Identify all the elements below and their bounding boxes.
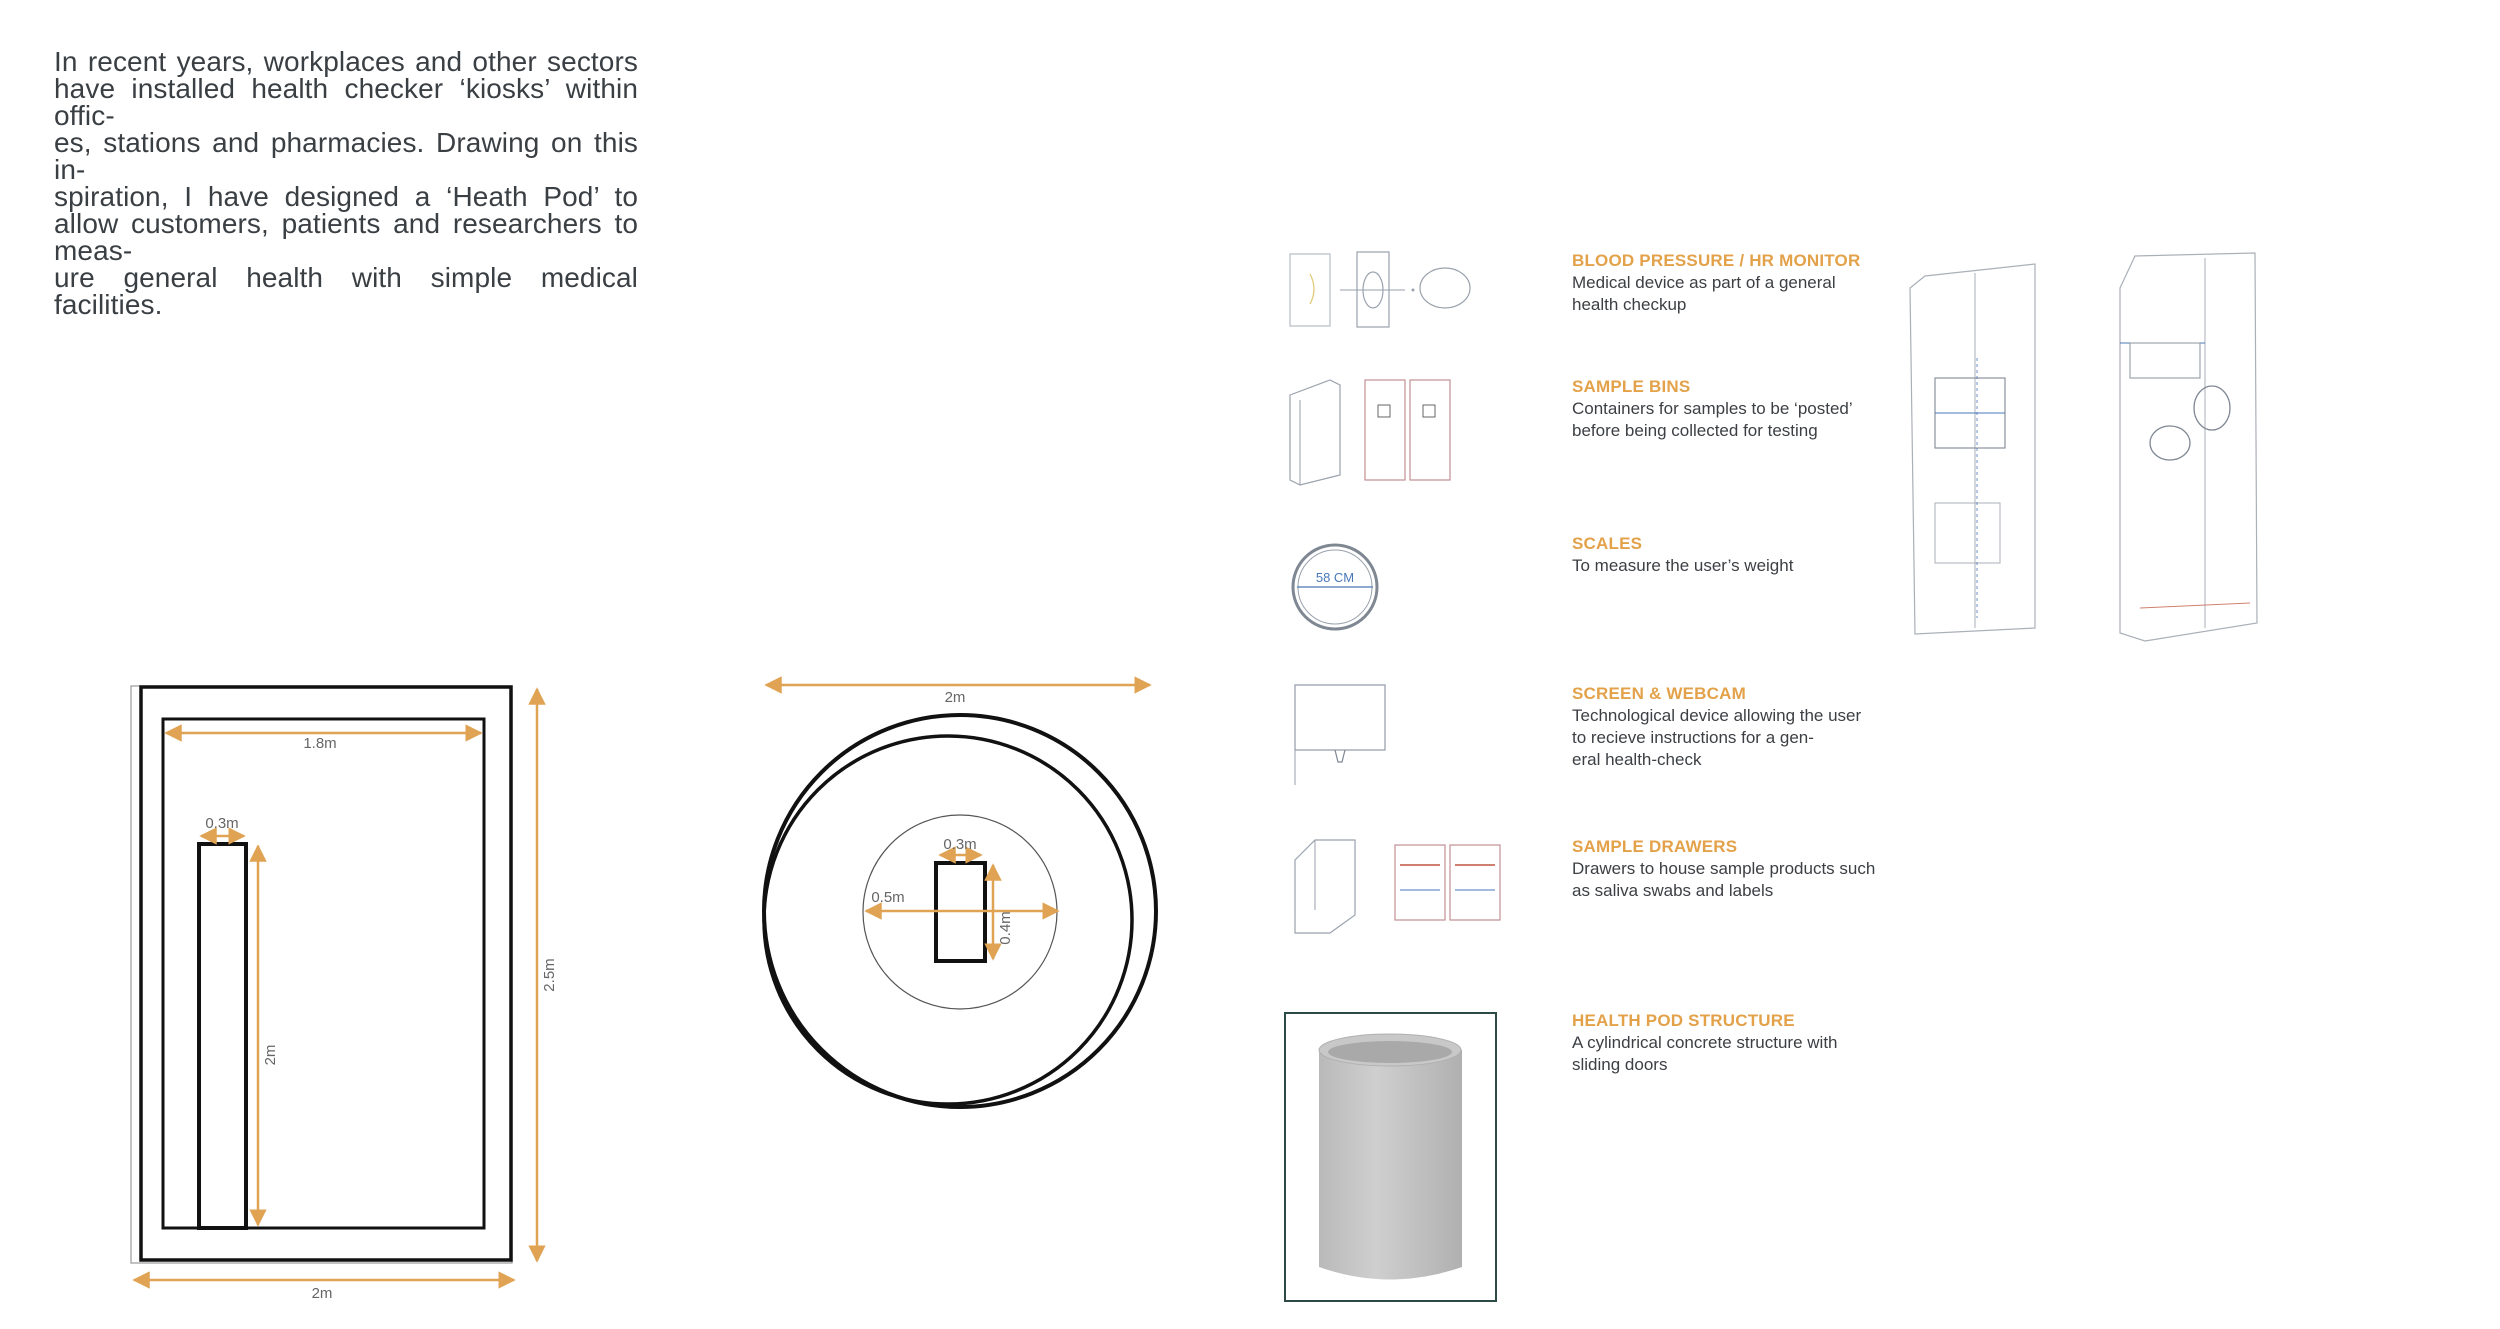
feature-bp-monitor	[1572, 250, 1912, 316]
scale-sketch-label: 58 CM	[1315, 570, 1355, 585]
dim-diameter-label: 2m	[944, 689, 966, 706]
elevation-door	[199, 844, 246, 1228]
dim-inner-width-label: 1.8m	[303, 735, 337, 752]
health-pod-render	[1284, 1012, 1497, 1302]
scales-sketch	[1285, 540, 1385, 635]
bp-monitor-sketch	[1285, 244, 1485, 334]
sample-drawers-sketch	[1285, 835, 1515, 935]
feature-health-pod-structure	[1572, 1010, 1912, 1076]
screen-webcam-sketch	[1290, 680, 1390, 790]
dim-door-height-label: 2m	[262, 1044, 279, 1066]
feature-sample-drawers	[1572, 836, 1912, 902]
dim-total-width-label: 2m	[311, 1285, 333, 1302]
feature-title: SAMPLE BINS	[1572, 377, 1691, 396]
pod-interior-sketches	[1905, 248, 2275, 643]
feature-title: SAMPLE DRAWERS	[1572, 837, 1738, 856]
elevation-drawing	[131, 686, 558, 1302]
feature-sample-bins	[1572, 376, 1912, 442]
dim-door-depth-label: 0.4m	[997, 911, 1014, 945]
plan-drawing	[764, 685, 1156, 1107]
dim-inner-radius-label: 0.5m	[871, 889, 905, 906]
elevation-inner-panel	[163, 719, 484, 1228]
feature-description: Technological device allowing the user to recieve instructions for a gen- eral health-check	[1572, 706, 1862, 769]
feature-screen-webcam	[1572, 683, 1912, 771]
dim-total-height-label: 2.5m	[541, 958, 558, 992]
sample-bins-sketch	[1285, 375, 1455, 490]
elevation-outer-outline	[131, 686, 512, 1263]
intro-paragraph: In recent years, workplaces and other sectors have installed health checker ‘kiosks’ within offic- es, stations and pharmacies. Drawing on this in- spiration, I have designed a ‘Heath Pod’ to allow customers, patients and researchers to meas- ure general health with simple medical facilities.	[54, 46, 638, 320]
feature-description: Drawers to house sample products such as saliva swabs and labels	[1572, 859, 1876, 900]
feature-title: BLOOD PRESSURE / HR MONITOR	[1572, 251, 1861, 270]
feature-title: SCALES	[1572, 534, 1643, 553]
feature-description: A cylindrical concrete structure with sliding doors	[1572, 1033, 1838, 1074]
feature-description: To measure the user’s weight	[1572, 556, 1794, 575]
dim-plan-door-width-label: 0.3m	[943, 836, 977, 853]
feature-title: HEALTH POD STRUCTURE	[1572, 1011, 1795, 1030]
feature-scales	[1572, 533, 1912, 577]
feature-description: Containers for samples to be ‘posted’ before being collected for testing	[1572, 399, 1853, 440]
dim-door-width-label: 0.3m	[205, 815, 239, 832]
elevation-frame	[141, 687, 511, 1260]
feature-title: SCREEN & WEBCAM	[1572, 684, 1746, 703]
feature-description: Medical device as part of a general health checkup	[1572, 273, 1836, 314]
